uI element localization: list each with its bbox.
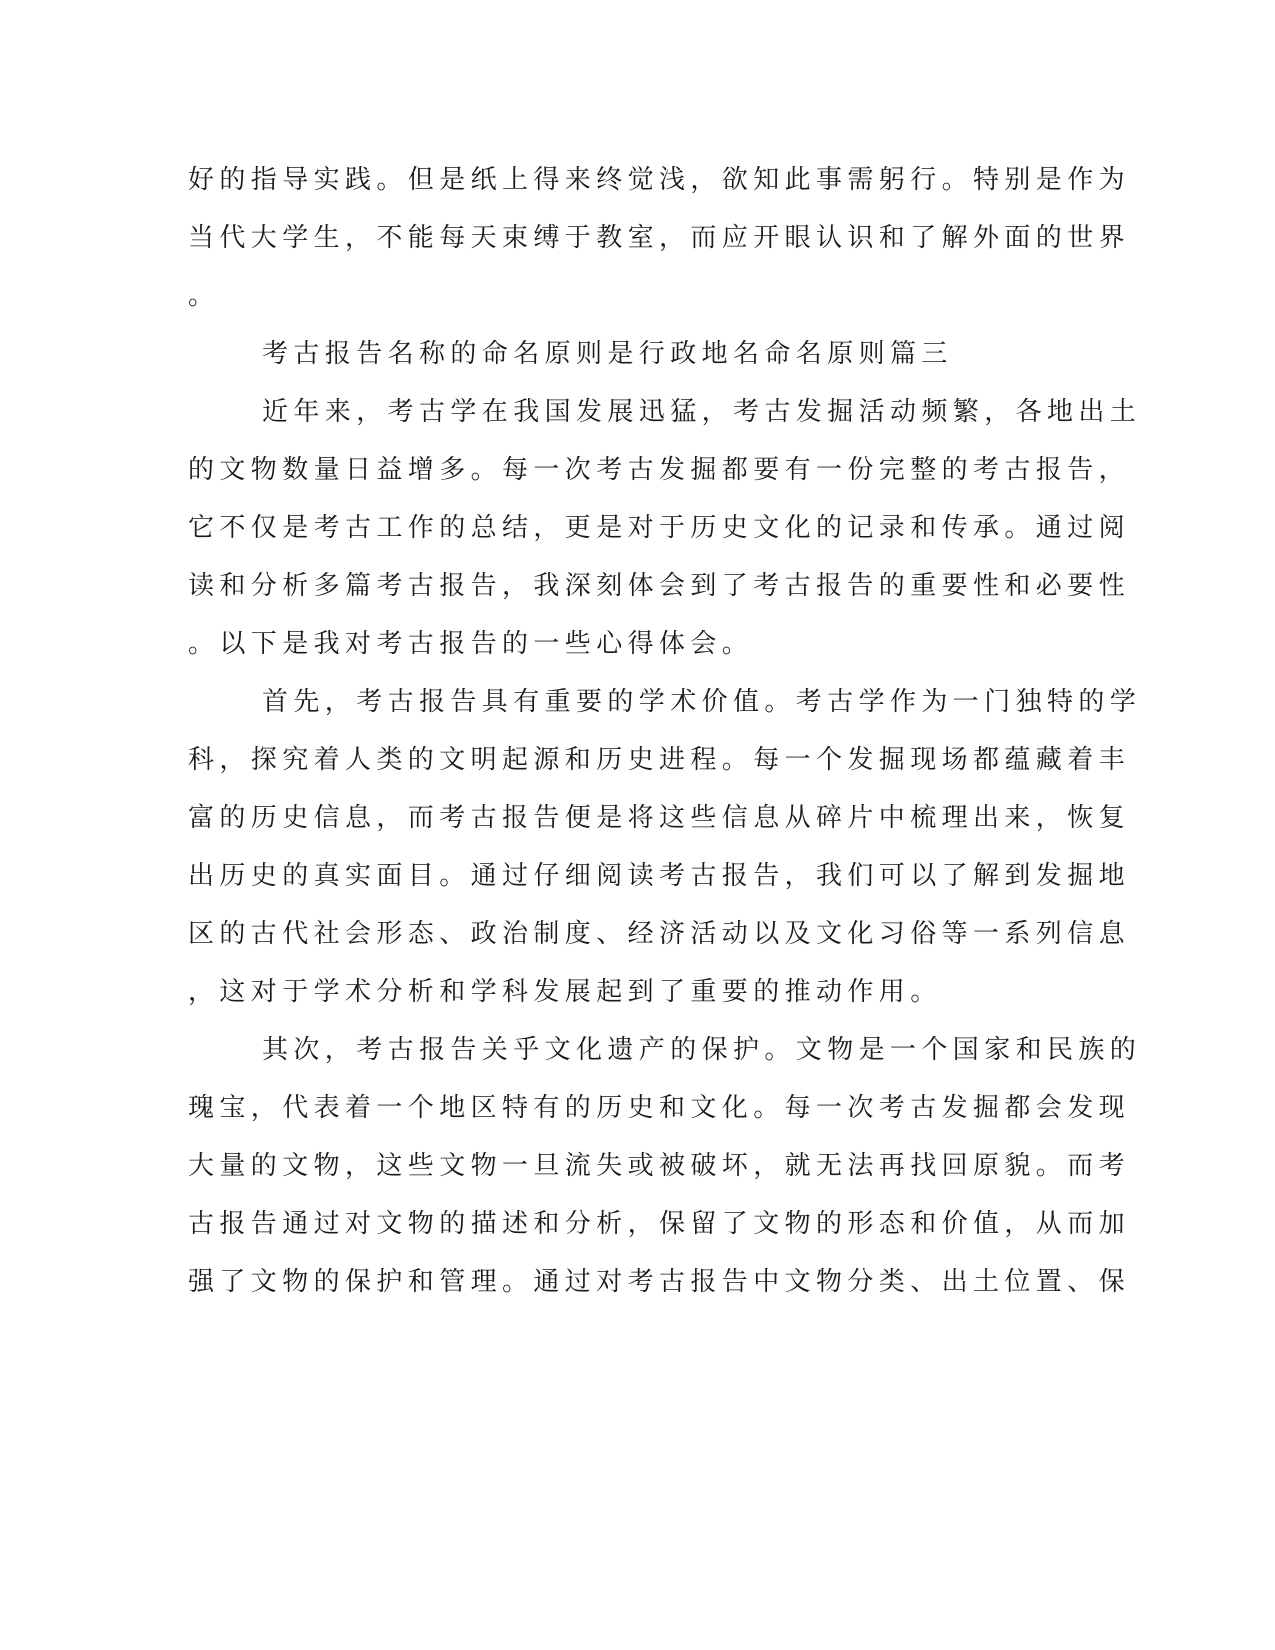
text-line: 。以下是我对考古报告的一些心得体会。 [188,629,754,659]
text-line: 大量的文物，这些文物一旦流失或被破坏，就无法再找回原貌。而考 [188,1151,1131,1181]
paragraph-start: 首先，考古报告具有重要的学术价值。考古学作为一门独特的学 [262,687,1142,717]
text-line: 强了文物的保护和管理。通过对考古报告中文物分类、出土位置、保 [188,1267,1131,1297]
text-line: 它不仅是考古工作的总结，更是对于历史文化的记录和传承。通过阅 [188,513,1131,543]
text-line: 古报告通过对文物的描述和分析，保留了文物的形态和价值，从而加 [188,1209,1131,1239]
section-heading: 考古报告名称的命名原则是行政地名命名原则篇三 [262,339,953,369]
paragraph-start: 其次，考古报告关乎文化遗产的保护。文物是一个国家和民族的 [262,1035,1142,1065]
text-line: 富的历史信息，而考古报告便是将这些信息从碎片中梳理出来，恢复 [188,803,1131,833]
text-line: 好的指导实践。但是纸上得来终觉浅，欲知此事需躬行。特别是作为 [188,165,1131,195]
text-line: 。 [188,281,220,311]
text-line: ，这对于学术分析和学科发展起到了重要的推动作用。 [188,977,942,1007]
text-line: 科，探究着人类的文明起源和历史进程。每一个发掘现场都蕴藏着丰 [188,745,1131,775]
text-line: 出历史的真实面目。通过仔细阅读考古报告，我们可以了解到发掘地 [188,861,1131,891]
text-line: 的文物数量日益增多。每一次考古发掘都要有一份完整的考古报告， [188,455,1131,485]
text-line: 瑰宝，代表着一个地区特有的历史和文化。每一次考古发掘都会发现 [188,1093,1131,1123]
text-line: 区的古代社会形态、政治制度、经济活动以及文化习俗等一系列信息 [188,919,1131,949]
paragraph-start: 近年来，考古学在我国发展迅猛，考古发掘活动频繁，各地出土 [262,397,1142,427]
text-line: 当代大学生，不能每天束缚于教室，而应开眼认识和了解外面的世界 [188,223,1131,253]
text-line: 读和分析多篇考古报告，我深刻体会到了考古报告的重要性和必要性 [188,571,1131,601]
